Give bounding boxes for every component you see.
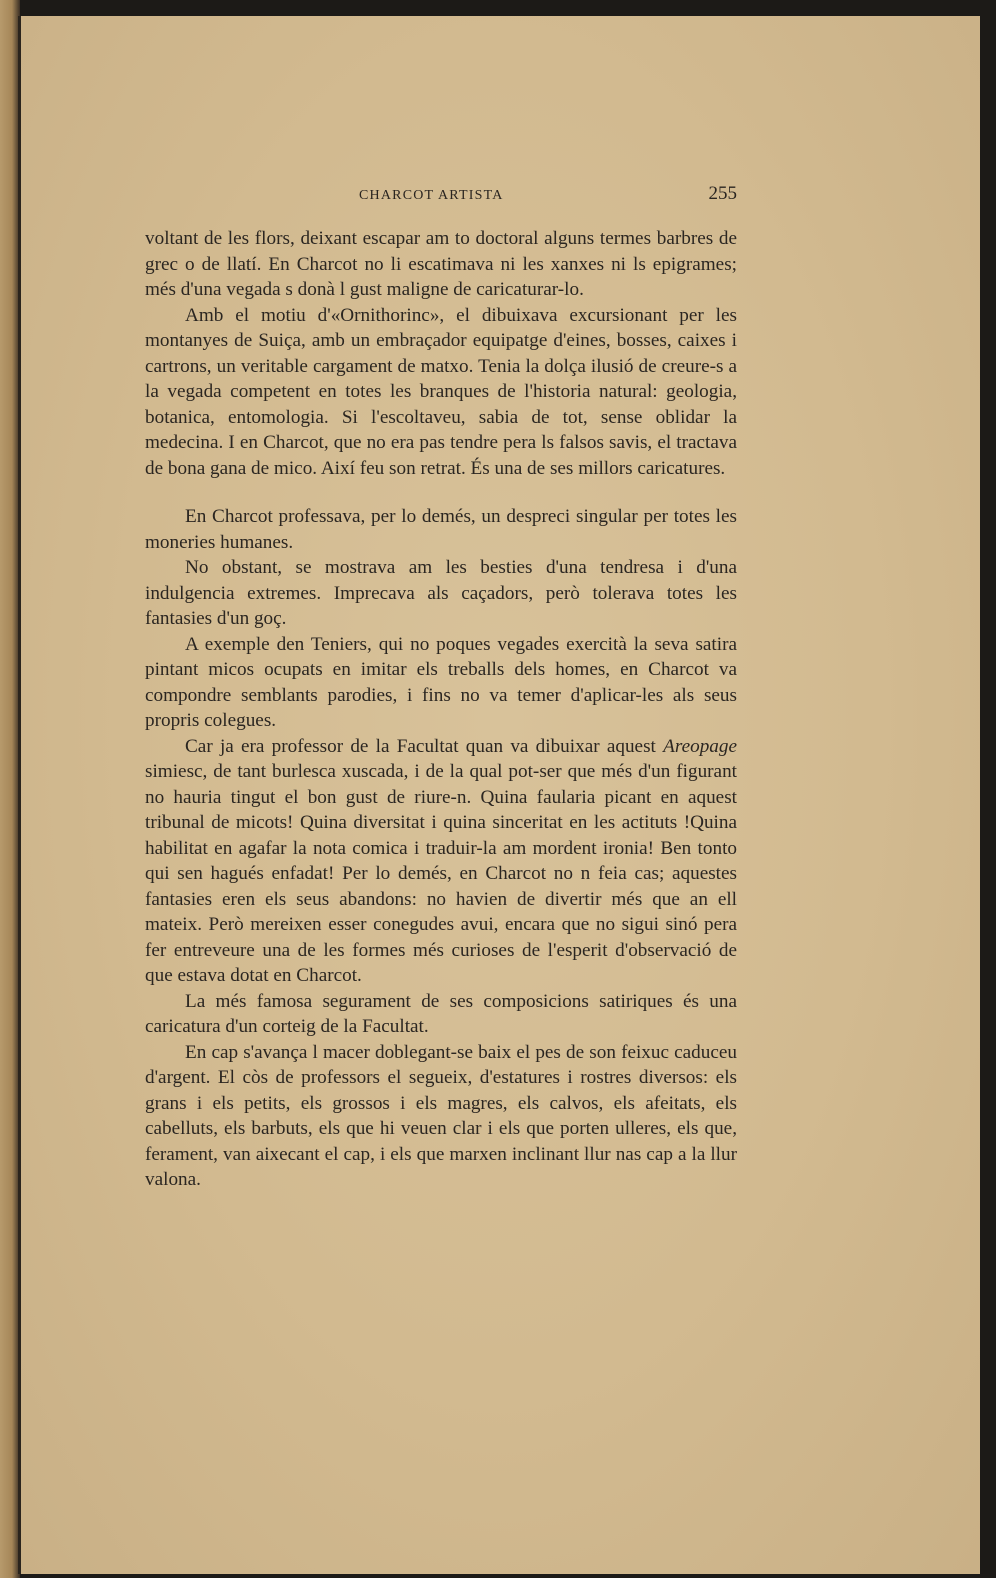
paragraph-6-end: simiesc, de tant burlesca xuscada, i de la qual pot-ser que més d'un figurant no hauria tingut el bon gust de riure-n. Quina faularia picant en aquest tribunal de micots! Quina diversitat i quina sinceritat en les actituts !Quina habilitat en agafar la nota comica i traduir-la am mordent ironia! Ben tonto qui sen hagués enfadat! Per lo demés, en Charcot no n feia cas; aquestes fantasies eren els seus abandons: no havien de divertir més que an ell mateix. Però mereixen esser conegudes avui, encara que no sigui sinó pera fer entreveure una de les formes més curioses de l'esperit d'observació de que estava dotat en Charcot. (145, 761, 737, 986)
paragraph-6-start: Car ja era professor de la Facultat quan va dibuixar aquest (185, 735, 664, 757)
running-header (145, 183, 737, 208)
paragraph-6 (145, 734, 737, 989)
facing-page-edge (0, 0, 20, 1578)
paragraph-7: La més famosa segurament de ses composicions satiriques és una caricatura d'un corteig de la Facultat. (145, 990, 737, 1037)
paragraph-5: A exemple den Teniers, qui no poques vegades exercità la seva satira pintant micos ocupats en imitar els treballs dels homes, en Charcot va compondre semblants parodies, i fins no va temer d'aplicar-les als seus propris colegues. (145, 633, 737, 731)
page-gutter (18, 16, 21, 1574)
paragraph-8: En cap s'avança l macer doblegant-se baix el pes de son feixuc caduceu d'argent. El còs de professors el segueix, d'estatures i rostres diversos: els grans i els petits, els grossos i els magres, els calvos, els afeitats, els cabelluts, els barbuts, els que hi veuen clar i els que porten ulleres, els que, ferament, van aixecant el cap, i els que marxen inclinant llur nas cap a la llur valona. (145, 1041, 737, 1190)
page-number: 255 (708, 183, 737, 204)
areopage-italic: Areopage (663, 735, 737, 757)
paragraph-4: No obstant, se mostrava am les besties d'una tendresa i d'una indulgencia extremes. Imprecava als caçadors, però tolerava totes les fantasies d'un goç. (145, 557, 737, 629)
body-text (145, 226, 737, 1193)
paragraph-1: voltant de les flors, deixant escapar am to doctoral alguns termes barbres de grec o de llatí. En Charcot no li escatimava ni les xanxes ni ls epigrames; més d'una vegada s donà l gust maligne de caricaturar-lo. (145, 228, 737, 300)
paragraph-2: Amb el motiu d'«Ornithorinc», el dibuixava excursionant per les montanyes de Suiça, amb un embraçador equipatge d'eines, bosses, caixes i cartrons, un veritable cargament de matxo. Tenia la dolça ilusió de creure-s a la vegada competent en totes les branques de l'historia natural: geologia, botanica, entomologia. Si l'escoltaveu, sabia de tot, sense oblidar la medecina. I en Charcot, que no era pas tendre pera ls falsos savis, el tractava de bona gana de mico. Així feu son retrat. És una de ses millors caricatures. (145, 304, 737, 479)
paragraph-3: En Charcot professava, per lo demés, un despreci singular per totes les moneries humanes. (145, 506, 737, 553)
running-title: CHARCOT ARTISTA (359, 188, 504, 203)
